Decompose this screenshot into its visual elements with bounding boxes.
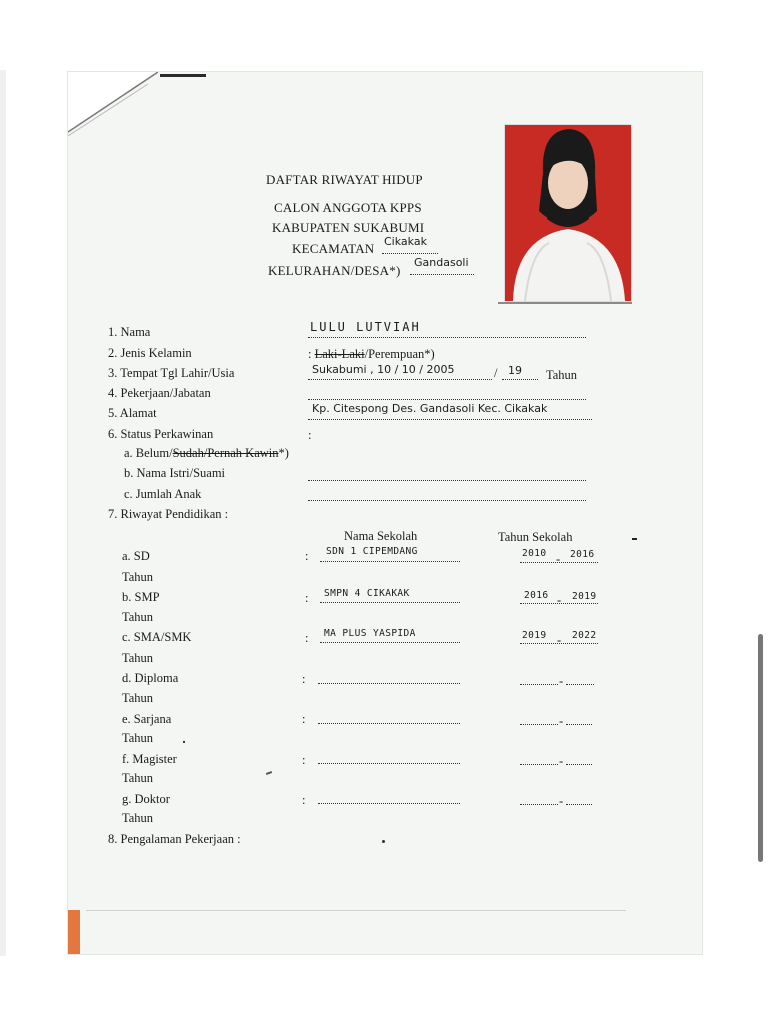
edu-label-doktor: g. Doktor	[122, 792, 170, 806]
dotted-line	[566, 803, 592, 805]
edu-dash: -	[559, 674, 564, 688]
edu-from-sd: 2010	[522, 548, 547, 559]
edu-colon: :	[302, 712, 306, 726]
edu-colon: :	[305, 549, 309, 563]
kecamatan-value: Cikakak	[384, 235, 427, 248]
dotted-line	[520, 561, 598, 563]
edu-from-smp: 2016	[524, 590, 549, 601]
dotted-line	[566, 683, 594, 685]
field-belum: a. Belum/Sudah/Pernah Kawin*)	[124, 446, 289, 460]
dotted-line	[308, 418, 592, 420]
ttl-separator: /	[494, 366, 498, 380]
edu-dash: -	[559, 794, 564, 808]
section-label-pengalaman: 8. Pengalaman Pekerjaan :	[108, 832, 241, 846]
field-label-alamat: 5. Alamat	[108, 406, 157, 420]
edu-school-smp: SMPN 4 CIKAKAK	[324, 588, 410, 599]
section-label-pendidikan: 7. Riwayat Pendidikan :	[108, 507, 229, 521]
field-label-nama: 1. Nama	[108, 325, 151, 339]
dotted-line	[320, 601, 460, 603]
dotted-line	[502, 378, 538, 380]
edu-dash: -	[559, 754, 564, 768]
edu-label-sma: c. SMA/SMK	[122, 630, 192, 644]
dotted-line	[318, 802, 460, 804]
edu-tahun-word: Tahun	[122, 691, 154, 705]
edu-dash: -	[557, 633, 562, 647]
edu-school-sd: SDN 1 CIPEMDANG	[326, 546, 418, 557]
field-value-nama: LULU LUTVIAH	[310, 320, 421, 334]
edu-label-magister: f. Magister	[122, 752, 177, 766]
dotted-line	[520, 602, 598, 604]
page-edge-line	[86, 910, 626, 911]
column-header-nama-sekolah: Nama Sekolah	[344, 529, 418, 543]
edu-dash: -	[559, 714, 564, 728]
edu-tahun-word: Tahun	[122, 610, 154, 624]
accent-strip	[68, 910, 80, 954]
profile-photo	[504, 124, 632, 302]
dotted-line	[520, 763, 558, 765]
kelurahan-value: Gandasoli	[414, 256, 469, 269]
edu-label-sd: a. SD	[122, 549, 150, 563]
field-label-jenis-kelamin: 2. Jenis Kelamin	[108, 346, 192, 360]
field-value-alamat: Kp. Citespong Des. Gandasoli Kec. Cikakak	[312, 402, 548, 415]
dotted-line	[318, 682, 460, 684]
photo-border	[498, 302, 632, 304]
field-value-ttl: Sukabumi , 10 / 10 / 2005	[312, 363, 455, 376]
scrollbar-thumb[interactable]	[758, 634, 763, 862]
edu-tahun-word: Tahun	[122, 771, 154, 785]
dotted-line	[520, 642, 598, 644]
field-label-istri: b. Nama Istri/Suami	[124, 466, 226, 480]
edu-tahun-word: Tahun	[122, 651, 154, 665]
dotted-line	[520, 803, 558, 805]
scan-mark	[183, 741, 185, 743]
field-label-ttl: 3. Tempat Tgl Lahir/Usia	[108, 366, 235, 380]
dotted-line	[410, 273, 474, 275]
edu-colon: :	[305, 631, 309, 645]
dotted-line	[520, 683, 558, 685]
edu-tahun-word: Tahun	[122, 811, 154, 825]
scan-mark	[160, 74, 206, 77]
header-line-kpps: CALON ANGGOTA KPPS	[274, 200, 422, 215]
field-value-jenis-kelamin: : Laki-Laki/Perempuan*)	[308, 347, 435, 361]
dotted-line	[318, 722, 460, 724]
edu-tahun-word: Tahun	[122, 570, 154, 584]
edu-to-sma: 2022	[572, 630, 597, 641]
usia-unit: Tahun	[546, 368, 578, 382]
dotted-line	[308, 499, 586, 501]
edu-colon: :	[302, 793, 306, 807]
column-header-tahun-sekolah: Tahun Sekolah	[498, 530, 573, 544]
dotted-line	[566, 763, 592, 765]
dotted-line	[308, 378, 492, 380]
dotted-line	[320, 560, 460, 562]
edu-label-diploma: d. Diploma	[122, 671, 179, 685]
edu-dash: -	[556, 552, 561, 566]
edu-tahun-word: Tahun	[122, 731, 154, 745]
dotted-line	[520, 723, 558, 725]
field-label-pekerjaan: 4. Pekerjaan/Jabatan	[108, 386, 211, 400]
kelurahan-label: KELURAHAN/DESA*)	[268, 263, 401, 278]
dotted-line	[566, 723, 592, 725]
edu-label-sarjana: e. Sarjana	[122, 712, 172, 726]
scan-mark	[632, 538, 637, 540]
dotted-line	[382, 252, 438, 254]
paper-fold-corner	[68, 72, 158, 142]
edu-from-sma: 2019	[522, 630, 547, 641]
field-label-anak: c. Jumlah Anak	[124, 487, 202, 501]
field-value-usia: 19	[508, 364, 522, 377]
window-left-edge	[0, 70, 6, 956]
edu-to-smp: 2019	[572, 591, 597, 602]
status-colon: :	[308, 428, 312, 442]
dotted-line	[320, 641, 460, 643]
dotted-line	[308, 336, 586, 338]
edu-label-smp: b. SMP	[122, 590, 160, 604]
scan-mark	[382, 840, 385, 843]
field-label-status: 6. Status Perkawinan	[108, 427, 214, 441]
edu-school-sma: MA PLUS YASPIDA	[324, 628, 416, 639]
edu-colon: :	[302, 753, 306, 767]
edu-to-sd: 2016	[570, 549, 595, 560]
dotted-line	[308, 479, 586, 481]
edu-colon: :	[302, 672, 306, 686]
kecamatan-label: KECAMATAN	[292, 241, 375, 256]
edu-dash: -	[557, 593, 562, 607]
document-title: DAFTAR RIWAYAT HIDUP	[266, 172, 423, 187]
edu-colon: :	[305, 591, 309, 605]
dotted-line	[318, 762, 460, 764]
header-line-kabupaten: KABUPATEN SUKABUMI	[272, 220, 425, 235]
dotted-line	[308, 398, 586, 400]
